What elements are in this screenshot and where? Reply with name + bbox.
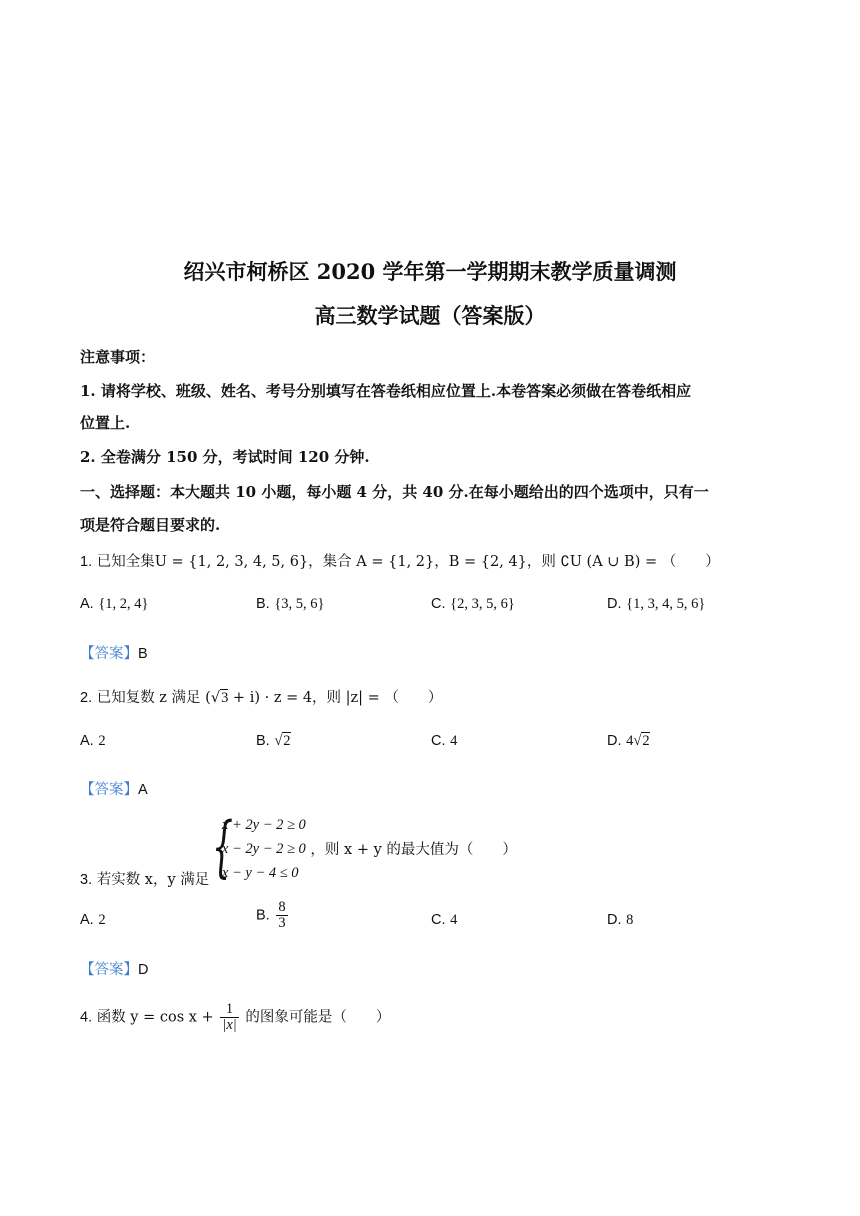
inequality-2: x − 2y − 2 ≥ 0	[221, 840, 306, 857]
question-text: 已知全集U = {1, 2, 3, 4, 5, 6}，集合 A = {1, 2}，B = {2, 4}，则 ∁U (A ∪ B) = （ ）	[96, 554, 720, 570]
option-value: 2	[98, 912, 106, 928]
sqrt-argument: 3	[221, 690, 229, 706]
option-label: B.	[256, 733, 270, 749]
option-d	[607, 912, 633, 929]
option-value: 2	[98, 733, 106, 749]
inequality-1: x + 2y − 2 ≥ 0	[221, 817, 306, 833]
inequality-system	[211, 808, 306, 886]
option-label: C.	[431, 596, 446, 612]
fraction-denominator: 3	[278, 915, 286, 932]
option-label: A.	[80, 596, 94, 612]
option-b	[256, 900, 290, 931]
option-value: {3, 5, 6}	[274, 596, 325, 612]
question-fraction	[220, 1002, 238, 1033]
question-text-cont: 的图象可能是（ ）	[240, 1009, 391, 1026]
option-prefix: 4	[626, 733, 634, 749]
option-b	[256, 596, 324, 613]
inequality-3: x − y − 4 ≤ 0	[221, 864, 299, 881]
option-label: A.	[80, 912, 94, 928]
option-value: 4	[450, 912, 458, 928]
notice-item-2: 2. 全卷满分 150 分，考试时间 120 分钟.	[80, 448, 370, 466]
option-fraction	[276, 900, 287, 931]
option-d: D. 4√2	[607, 733, 650, 749]
option-label: D.	[607, 733, 622, 749]
option-value: {2, 3, 5, 6}	[450, 596, 515, 612]
answer-value: A	[138, 782, 148, 798]
answer-value: D	[138, 962, 149, 978]
fraction-numerator: 1	[220, 1002, 238, 1018]
answer-value: B	[138, 646, 148, 662]
option-label: C.	[431, 912, 446, 928]
section-heading-cont: 项是符合题目要求的.	[80, 516, 221, 534]
notice-heading: 注意事项：	[80, 348, 156, 366]
question-text: 已知复数 z 满足 (	[96, 690, 211, 706]
brace-icon: {	[211, 808, 233, 885]
answer-3	[80, 958, 148, 979]
option-value: 2	[642, 733, 650, 749]
answer-tag: 【答案】	[80, 962, 138, 978]
option-value: {1, 2, 4}	[98, 596, 149, 612]
answer-tag: 【答案】	[80, 782, 138, 798]
option-c	[431, 596, 515, 613]
question-text: 函数 y = cos x +	[96, 1009, 219, 1026]
option-value: 2	[283, 733, 291, 749]
question-text: 若实数 x，y 满足	[96, 871, 210, 888]
question-text-cont: ，则 x + y 的最大值为（ ）	[310, 841, 517, 858]
question-number: 3.	[80, 871, 93, 888]
notice-item-1: 1. 请将学校、班级、姓名、考号分别填写在答卷纸相应位置上.本卷答案必须做在答卷纸相应	[80, 382, 692, 400]
page-subtitle: 高三数学试题（答案版）	[314, 303, 546, 328]
option-label: B.	[256, 907, 270, 924]
option-label: B.	[256, 596, 270, 612]
option-label: D.	[607, 912, 622, 928]
fraction-denominator: |x|	[222, 1017, 237, 1034]
question-3	[80, 808, 517, 888]
question-1	[80, 550, 720, 571]
answer-tag: 【答案】	[80, 646, 138, 662]
answer-1	[80, 642, 148, 663]
page-title: 绍兴市柯桥区 2020 学年第一学期期末教学质量调测	[183, 259, 677, 284]
question-2: 2. 已知复数 z 满足 (√3 + i) · z = 4，则 |z| = （ ）	[80, 690, 443, 706]
option-c	[431, 733, 457, 750]
option-value: 8	[626, 912, 634, 928]
option-label: C.	[431, 733, 446, 749]
notice-item-1-cont: 位置上.	[80, 414, 131, 432]
option-label: D.	[607, 596, 622, 612]
question-text-cont: + i) · z = 4，则 |z| = （ ）	[228, 690, 443, 706]
option-c	[431, 912, 457, 929]
section-heading: 一、选择题：本大题共 10 小题，每小题 4 分，共 40 分.在每小题给出的四个选项中，只有一	[80, 483, 709, 501]
option-d	[607, 596, 705, 613]
answer-2	[80, 778, 148, 799]
question-number: 4.	[80, 1009, 93, 1026]
fraction-numerator: 8	[278, 899, 286, 915]
question-4	[80, 1002, 390, 1033]
option-a	[80, 912, 106, 929]
option-a	[80, 733, 106, 750]
question-number: 1.	[80, 554, 93, 570]
option-b: B. √2	[256, 733, 291, 749]
option-value: {1, 3, 4, 5, 6}	[626, 596, 706, 612]
option-value: 4	[450, 733, 458, 749]
question-number: 2.	[80, 690, 93, 706]
option-a	[80, 596, 148, 613]
option-label: A.	[80, 733, 94, 749]
